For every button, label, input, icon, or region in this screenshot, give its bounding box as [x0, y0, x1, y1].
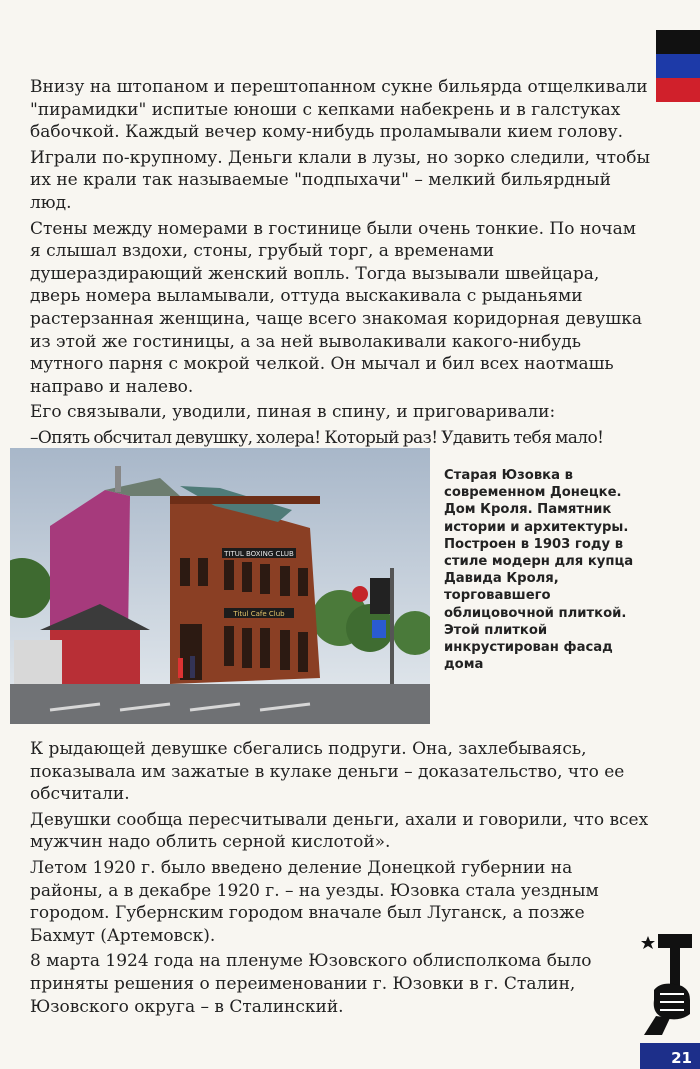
paragraph: Стены между номерами в гостинице были очень тонкие. По ночам я слышал вздохи, стоны, грубый торг, а временами душераздирающий женский вопль. Тогда вызывали швейцара, дверь номера выламывали, оттуда выскакивала с рыданьями растерзанная женщина, чаще всего знакомая коридорная девушка из этой же гостиницы, а за ней выволакивали какого-нибудь мутного парня с мокрой челкой. Он мычал и бил всех наотмашь направо и налево.	[30, 218, 642, 397]
paragraph: К рыдающей девушке сбегались подруги. Она, захлебываясь, показывала им зажатые в кулаке деньги – доказательство, что ее обсчитали.	[30, 739, 625, 805]
text-block-bottom	[30, 738, 650, 1021]
text-block-top	[30, 76, 650, 453]
sign-cafe-club: Titul Cafe Club	[233, 610, 285, 618]
flag-stripe-black	[656, 30, 700, 54]
flag-stripes	[656, 30, 700, 102]
paragraph: Играли по-крупному. Деньги клали в лузы, но зорко следили, чтобы их не крали так называемые "подпыхачи" – мелкий бильярдный люд.	[30, 147, 651, 213]
paragraph: Его связывали, уводили, пиная в спину, и приговаривали:	[30, 402, 556, 423]
page-number: 21	[671, 1049, 692, 1067]
photo-caption: Старая Юзовка в современном Донецке. Дом Кроля. Памятник истории и архитектуры. Построен в 1903 году в стиле модерн для купца Давида Кроля, торговавшего облицовочной плиткой. Этой плиткой инкрустирован фасад дома	[444, 468, 634, 673]
paragraph: Внизу на штопаном и перештопанном сукне бильярда отщелкивали "пирамидки" испитые юноши с кепками набекрень и в галстуках бабочкой. Каждый вечер кому-нибудь проламывали кием голову.	[30, 77, 648, 143]
paragraph: 8 марта 1924 года на пленуме Юзовского облисполкома было приняты решения о переименовании г. Юзовки в г. Сталин, Юзовского округа – в Сталинский.	[30, 951, 592, 1017]
hammer-fist-emblem-icon	[640, 930, 696, 1035]
flag-stripe-red	[656, 78, 700, 102]
paragraph: Девушки сообща пересчитывали деньги, ахали и говорили, что всех мужчин надо облить серной кислотой».	[30, 809, 649, 853]
sign-boxing-club: TITUL BOXING CLUB	[224, 550, 294, 558]
photo-krol-house	[10, 448, 430, 724]
paragraph: –Опять обсчитал девушку, холера! Который раз! Удавить тебя мало!	[30, 427, 604, 448]
flag-stripe-blue	[656, 54, 700, 78]
paragraph: Летом 1920 г. было введено деление Донецкой губернии на районы, а в декабре 1920 г. – на уезды. Юзовка стала уездным городом. Губернским городом вначале был Луганск, а позже Бахмут (Артемовск).	[30, 857, 599, 946]
